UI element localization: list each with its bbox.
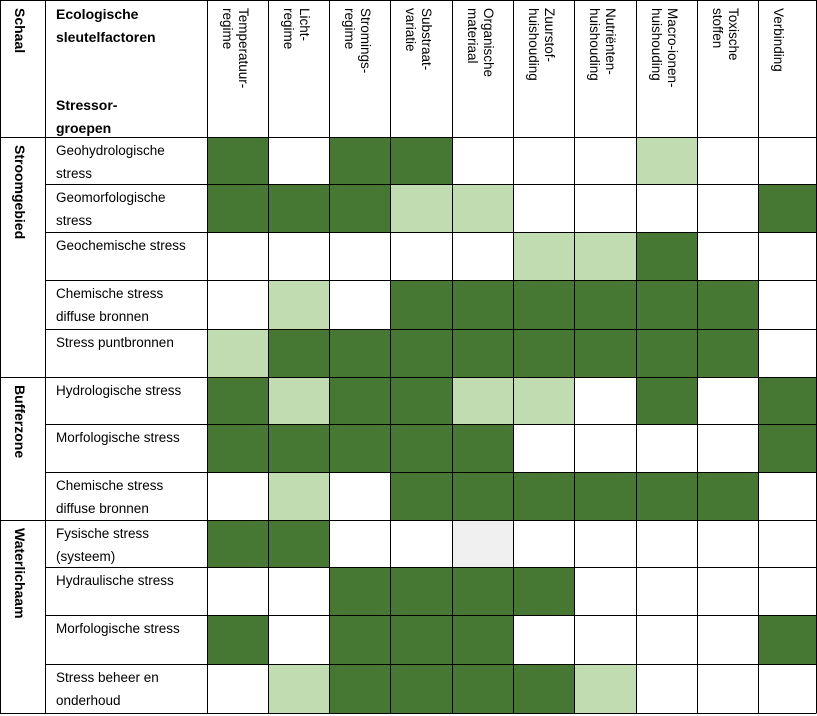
stressor-row-label: Hydrologische stress xyxy=(56,383,182,398)
matrix-cell xyxy=(513,520,574,567)
matrix-cell xyxy=(452,664,513,713)
matrix-cell xyxy=(758,377,816,424)
matrix-cell xyxy=(390,280,452,329)
matrix-cell xyxy=(574,472,636,520)
matrix-cell xyxy=(697,615,758,664)
stressor-row-label: Morfologische stress xyxy=(56,430,180,445)
matrix-cell xyxy=(268,520,329,567)
stressor-row-label: Chemische stress diffuse bronnen xyxy=(56,286,164,324)
matrix-cell xyxy=(697,664,758,713)
matrix-cell xyxy=(758,280,816,329)
matrix-cell xyxy=(636,615,697,664)
scale-group-label: Waterlichaam xyxy=(12,528,28,619)
matrix-cell xyxy=(636,567,697,615)
matrix-cell xyxy=(268,567,329,615)
matrix-cell xyxy=(697,329,758,377)
matrix-cell xyxy=(452,329,513,377)
matrix-cell xyxy=(452,472,513,520)
column-header: Substraat- variatie xyxy=(403,8,434,71)
matrix-cell xyxy=(268,377,329,424)
stressor-row-label: Geomorfologische stress xyxy=(56,190,166,228)
matrix-cell xyxy=(697,232,758,280)
matrix-cell xyxy=(758,615,816,664)
column-header: Organische materiaal xyxy=(465,8,496,78)
matrix-cell xyxy=(452,280,513,329)
matrix-cell xyxy=(636,137,697,184)
matrix-cell xyxy=(268,329,329,377)
matrix-cell xyxy=(574,280,636,329)
matrix-cell xyxy=(329,567,390,615)
matrix-cell xyxy=(207,280,268,329)
column-header: Nutriënten- huishouding xyxy=(587,8,618,81)
matrix-cell xyxy=(268,472,329,520)
stressor-row-label: Fysische stress (systeem) xyxy=(56,526,150,564)
stressor-row-label: Morfologische stress xyxy=(56,621,180,636)
matrix-cell xyxy=(452,520,513,567)
matrix-cell xyxy=(452,377,513,424)
header-schaal: Schaal xyxy=(12,8,28,54)
matrix-cell xyxy=(390,567,452,615)
matrix-cell xyxy=(636,280,697,329)
matrix-cell xyxy=(758,137,816,184)
matrix-cell xyxy=(574,329,636,377)
matrix-cell xyxy=(697,567,758,615)
stressor-row-label: Hydraulische stress xyxy=(56,573,174,588)
matrix-cell xyxy=(574,567,636,615)
matrix-cell xyxy=(758,232,816,280)
matrix-cell xyxy=(513,424,574,472)
matrix-cell xyxy=(268,664,329,713)
column-header: Licht- regime xyxy=(281,8,312,50)
matrix-cell xyxy=(513,280,574,329)
matrix-cell xyxy=(207,137,268,184)
matrix-cell xyxy=(329,520,390,567)
matrix-cell xyxy=(207,664,268,713)
matrix-cell xyxy=(697,137,758,184)
matrix-cell xyxy=(268,184,329,232)
matrix-cell xyxy=(329,664,390,713)
matrix-cell xyxy=(636,329,697,377)
matrix-cell xyxy=(207,424,268,472)
stressor-row-label: Chemische stress diffuse bronnen xyxy=(56,478,164,516)
matrix-cell xyxy=(697,424,758,472)
matrix-cell xyxy=(574,520,636,567)
scale-group-label: Bufferzone xyxy=(12,385,28,459)
matrix-cell xyxy=(452,137,513,184)
matrix-cell xyxy=(452,567,513,615)
matrix-cell xyxy=(390,377,452,424)
matrix-cell xyxy=(268,232,329,280)
matrix-cell xyxy=(207,472,268,520)
matrix-cell xyxy=(207,520,268,567)
matrix-cell xyxy=(758,520,816,567)
matrix-cell xyxy=(329,280,390,329)
matrix-cell xyxy=(207,615,268,664)
matrix-cell xyxy=(574,137,636,184)
matrix-cell xyxy=(636,664,697,713)
matrix-cell xyxy=(390,232,452,280)
matrix-cell xyxy=(758,472,816,520)
matrix-cell xyxy=(390,137,452,184)
matrix-cell xyxy=(636,472,697,520)
stressor-row-label: Geochemische stress xyxy=(56,238,186,253)
matrix-cell xyxy=(329,615,390,664)
matrix-cell xyxy=(329,184,390,232)
matrix-cell xyxy=(697,280,758,329)
column-header: Verbinding xyxy=(771,8,786,72)
matrix-cell xyxy=(207,184,268,232)
matrix-cell xyxy=(513,232,574,280)
matrix-cell xyxy=(574,664,636,713)
matrix-cell xyxy=(758,329,816,377)
matrix-cell xyxy=(574,377,636,424)
matrix-cell xyxy=(513,615,574,664)
matrix-cell xyxy=(513,137,574,184)
matrix-cell xyxy=(636,184,697,232)
matrix-cell xyxy=(207,329,268,377)
matrix-cell xyxy=(390,424,452,472)
header-stressor-label: Stressor-groepen xyxy=(56,97,118,136)
matrix-cell xyxy=(513,567,574,615)
matrix-cell xyxy=(390,615,452,664)
matrix-cell xyxy=(329,329,390,377)
column-header: Zuurstof- huishouding xyxy=(526,8,557,81)
matrix-cell xyxy=(329,232,390,280)
column-header: Toxische stoffen xyxy=(710,8,741,61)
matrix-cell xyxy=(636,424,697,472)
matrix-cell xyxy=(390,329,452,377)
matrix-cell xyxy=(513,329,574,377)
matrix-cell xyxy=(758,424,816,472)
column-header: Temperatuur- regime xyxy=(220,8,251,89)
matrix-cell xyxy=(574,615,636,664)
column-header: Macro-ionen- huishouding xyxy=(649,8,680,88)
matrix-cell xyxy=(574,184,636,232)
matrix-cell xyxy=(268,280,329,329)
header-factors-label: Ecologische sleutelfactoren xyxy=(56,6,156,45)
matrix-cell xyxy=(758,184,816,232)
matrix-cell xyxy=(636,520,697,567)
matrix-cell xyxy=(697,377,758,424)
matrix-cell xyxy=(329,377,390,424)
matrix-cell xyxy=(452,615,513,664)
matrix-cell xyxy=(329,137,390,184)
matrix-cell xyxy=(758,664,816,713)
column-header: Stromings- regime xyxy=(342,8,373,74)
matrix-cell xyxy=(513,664,574,713)
matrix-cell xyxy=(390,664,452,713)
matrix-cell xyxy=(390,520,452,567)
matrix-cell xyxy=(697,184,758,232)
stressor-row-label: Geohydrologische stress xyxy=(56,143,165,181)
matrix-cell xyxy=(452,232,513,280)
matrix-cell xyxy=(574,424,636,472)
matrix-cell xyxy=(329,472,390,520)
matrix-cell xyxy=(207,567,268,615)
matrix-cell xyxy=(268,137,329,184)
matrix-cell xyxy=(513,472,574,520)
matrix-cell xyxy=(697,520,758,567)
matrix-cell xyxy=(513,184,574,232)
matrix-cell xyxy=(636,232,697,280)
matrix-cell xyxy=(758,567,816,615)
matrix-cell xyxy=(268,615,329,664)
matrix-cell xyxy=(390,184,452,232)
matrix-cell xyxy=(207,232,268,280)
matrix-cell xyxy=(574,232,636,280)
matrix-cell xyxy=(452,424,513,472)
matrix-cell xyxy=(697,472,758,520)
matrix-cell xyxy=(268,424,329,472)
matrix-cell xyxy=(636,377,697,424)
matrix-cell xyxy=(329,424,390,472)
matrix-cell xyxy=(390,472,452,520)
matrix-cell xyxy=(513,377,574,424)
matrix-cell xyxy=(452,184,513,232)
stressor-row-label: Stress puntbronnen xyxy=(56,335,174,350)
stressor-row-label: Stress beheer en onderhoud xyxy=(56,670,159,708)
scale-group-label: Stroomgebied xyxy=(12,145,28,240)
matrix-cell xyxy=(207,377,268,424)
